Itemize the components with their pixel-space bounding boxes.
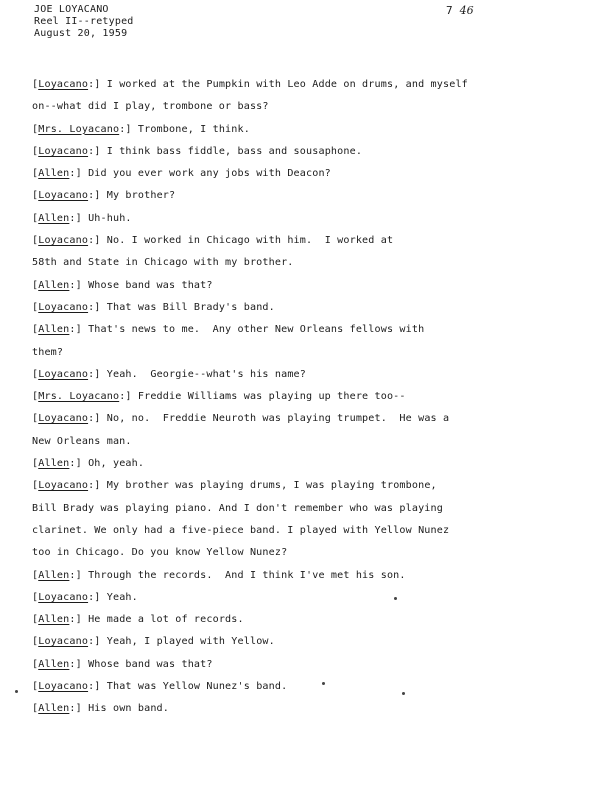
dialogue-continuation: New Orleans man. — [32, 435, 132, 447]
speaker-name: Allen — [38, 569, 70, 581]
interviewee-name: JOE LOYACANO — [34, 4, 109, 15]
speck-mark — [394, 597, 397, 600]
page-number-typed: 7 — [446, 4, 453, 17]
dialogue-text: That was Bill Brady's band. — [106, 301, 275, 313]
dialogue-continuation: Bill Brady was playing piano. And I don't remember who was playing — [32, 502, 443, 514]
dialogue-text: That's news to me. Any other New Orleans fellows with — [88, 324, 425, 336]
dialogue-text: Yeah. Georgie--what's his name? — [106, 368, 307, 380]
dialogue-text: I think bass fiddle, bass and sousaphone. — [106, 145, 363, 157]
dialogue-line: [Allen:] Oh, yeah. — [32, 458, 145, 470]
dialogue-line: [Loyacano:] I worked at the Pumpkin with Leo Adde on drums, and myself — [32, 79, 468, 90]
dialogue-text: Uh-huh. — [88, 212, 132, 224]
dialogue-line: [Allen:] That's news to me. Any other New Orleans fellows with — [32, 324, 425, 336]
speaker-name: Allen — [38, 614, 70, 626]
speaker-name: Allen — [38, 703, 70, 715]
dialogue-text: Whose band was that? — [88, 658, 213, 670]
speaker-name: Allen — [38, 324, 70, 336]
speaker-name: Loyacano — [38, 190, 89, 202]
dialogue-line: [Loyacano:] Yeah. Georgie--what's his name? — [32, 368, 307, 380]
dialogue-line: [Loyacano:] Yeah, I played with Yellow. — [32, 636, 275, 648]
dialogue-line: [Mrs. Loyacano:] Freddie Williams was playing up there too-- — [32, 391, 406, 403]
speaker-name: Allen — [38, 658, 70, 670]
speck-mark — [402, 692, 405, 695]
dialogue-text: My brother was playing drums, I was playing trombone, — [106, 480, 437, 492]
dialogue-line: [Loyacano:] No, no. Freddie Neuroth was playing trumpet. He was a — [32, 413, 450, 425]
speaker-name: Allen — [38, 458, 70, 470]
dialogue-line: [Mrs. Loyacano:] Trombone, I think. — [32, 123, 250, 135]
speaker-name: Loyacano — [38, 480, 89, 492]
dialogue-text: Freddie Williams was playing up there too-- — [137, 391, 406, 403]
speaker-name: Allen — [38, 168, 70, 180]
dialogue-line: [Allen:] Whose band was that? — [32, 658, 213, 670]
dialogue-text: Whose band was that? — [88, 279, 213, 291]
dialogue-line: [Loyacano:] That was Yellow Nunez's band. — [32, 681, 288, 693]
dialogue-continuation: 58th and State in Chicago with my brother. — [32, 257, 294, 269]
dialogue-line: [Loyacano:] My brother was playing drums, I was playing trombone, — [32, 480, 437, 492]
dialogue-text: Oh, yeah. — [88, 458, 145, 470]
speaker-name: Mrs. Loyacano — [38, 123, 120, 135]
speaker-name: Loyacano — [38, 681, 89, 693]
speaker-name: Loyacano — [38, 591, 89, 603]
dialogue-line: [Loyacano:] Yeah. — [32, 591, 138, 603]
speaker-name: Loyacano — [38, 145, 89, 157]
dialogue-text: No. I worked in Chicago with him. I worked at — [106, 235, 394, 247]
reel-label: Reel II--retyped — [34, 16, 134, 27]
dialogue-continuation: on--what did I play, trombone or bass? — [32, 101, 269, 113]
speck-mark — [15, 690, 18, 693]
dialogue-text: Did you ever work any jobs with Deacon? — [88, 168, 331, 180]
speck-mark — [322, 682, 325, 685]
dialogue-text: His own band. — [88, 703, 170, 715]
speaker-name: Loyacano — [38, 301, 89, 313]
speaker-name: Allen — [38, 279, 70, 291]
speaker-name: Loyacano — [38, 413, 89, 425]
dialogue-continuation: too in Chicago. Do you know Yellow Nunez? — [32, 547, 288, 559]
dialogue-line: [Allen:] He made a lot of records. — [32, 614, 244, 626]
dialogue-text: He made a lot of records. — [88, 614, 244, 626]
dialogue-text: That was Yellow Nunez's band. — [106, 681, 288, 693]
dialogue-text: My brother? — [106, 190, 176, 202]
dialogue-text: Trombone, I think. — [137, 123, 250, 135]
dialogue-line: [Allen:] Did you ever work any jobs with Deacon? — [32, 168, 331, 180]
speaker-name: Loyacano — [38, 79, 89, 90]
page-number — [446, 4, 474, 17]
dialogue-line: [Allen:] Uh-huh. — [32, 212, 132, 224]
dialogue-line: [Allen:] Through the records. And I think I've met his son. — [32, 569, 406, 581]
speaker-name: Loyacano — [38, 235, 89, 247]
dialogue-text: Through the records. And I think I've met his son. — [88, 569, 406, 581]
speaker-name: Loyacano — [38, 368, 89, 380]
transcript-body — [32, 74, 592, 721]
dialogue-line: [Allen:] Whose band was that? — [32, 279, 213, 291]
dialogue-text: No, no. Freddie Neuroth was playing trumpet. He was a — [106, 413, 450, 425]
dialogue-line: [Allen:] His own band. — [32, 703, 170, 715]
dialogue-line: [Loyacano:] I think bass fiddle, bass and sousaphone. — [32, 145, 363, 157]
speaker-name: Loyacano — [38, 636, 89, 648]
speaker-name: Mrs. Loyacano — [38, 391, 120, 403]
dialogue-line: [Loyacano:] No. I worked in Chicago with him. I worked at — [32, 235, 394, 247]
dialogue-text: I worked at the Pumpkin with Leo Adde on drums, and myself — [106, 79, 468, 90]
dialogue-text: Yeah, I played with Yellow. — [106, 636, 275, 648]
dialogue-line: [Loyacano:] My brother? — [32, 190, 176, 202]
dialogue-text: Yeah. — [106, 591, 138, 603]
speaker-name: Allen — [38, 212, 70, 224]
dialogue-line: [Loyacano:] That was Bill Brady's band. — [32, 301, 275, 313]
dialogue-continuation: clarinet. We only had a five-piece band. I played with Yellow Nunez — [32, 524, 450, 536]
page-number-handwritten: 46 — [459, 4, 474, 17]
interview-date: August 20, 1959 — [34, 28, 128, 39]
dialogue-continuation: them? — [32, 346, 64, 358]
